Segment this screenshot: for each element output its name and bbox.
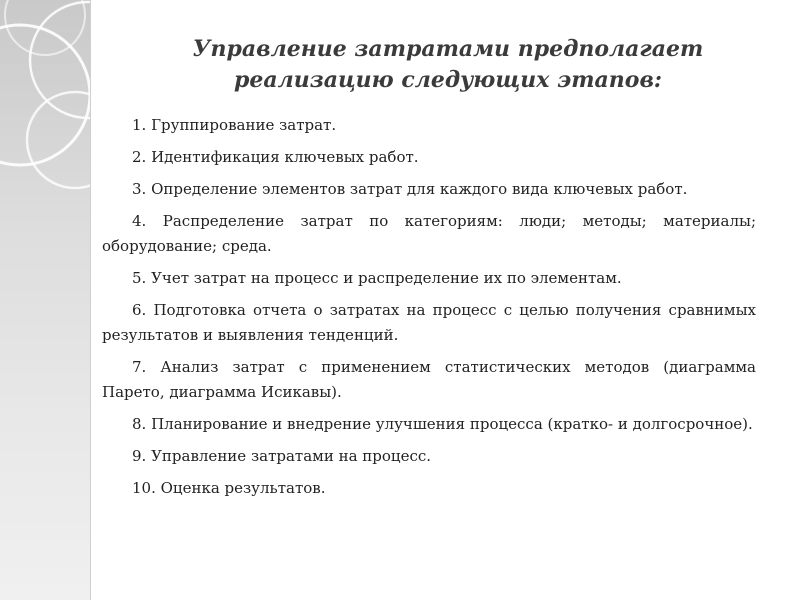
slide-title	[96, 34, 800, 96]
list-item: 3. Определение элементов затрат для каждого вида ключевых работ.	[132, 180, 688, 198]
decorative-circles	[0, 0, 90, 600]
slide-title-line-2: реализацию следующих этапов:	[233, 67, 663, 93]
list-item: 10. Оценка результатов.	[132, 479, 326, 497]
list-item: 2. Идентификация ключевых работ.	[132, 148, 419, 166]
list-item: 8. Планирование и внедрение улучшения процесса (кратко- и долгосрочное).	[132, 415, 753, 433]
list-item: 4. Распределение затрат по категориям: люди; методы; материалы; оборудование; среда.	[102, 212, 756, 255]
slide-title-line-1: Управление затратами предполагает	[192, 36, 704, 62]
decorative-side-panel	[0, 0, 90, 600]
list-item: 5. Учет затрат на процесс и распределение их по элементам.	[132, 269, 622, 287]
stages-list	[102, 113, 756, 508]
list-item: 9. Управление затратами на процесс.	[132, 447, 432, 465]
list-item: 6. Подготовка отчета о затратах на процесс с целью получения сравнимых результатов и выявления тенденций.	[102, 301, 756, 344]
list-item: 7. Анализ затрат с применением статистических методов (диаграмма Парето, диаграмма Исикавы).	[102, 358, 756, 401]
side-panel-border	[90, 0, 91, 600]
list-item: 1. Группирование затрат.	[132, 116, 337, 134]
